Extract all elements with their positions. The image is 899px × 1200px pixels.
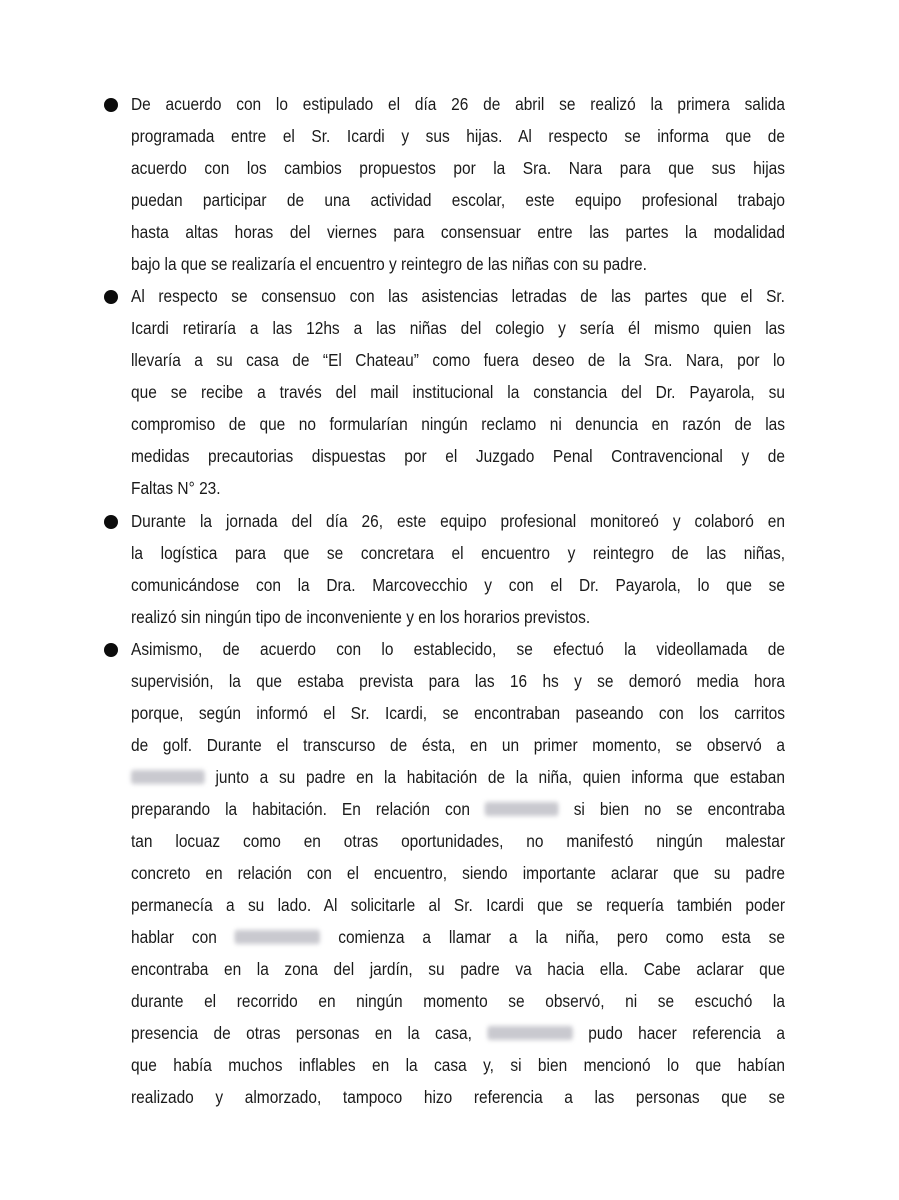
text-line: realizó sin ningún tipo de inconveniente y en los horarios previstos. — [131, 607, 591, 627]
text-line: supervisión, la que estaba prevista para las 16 hs y se demoró media hora — [131, 671, 785, 691]
text-line: hasta altas horas del viernes para consensuar entre las partes la modalidad — [131, 222, 785, 242]
text-line: medidas precautorias dispuestas por el Juzgado Penal Contravencional y de — [131, 446, 785, 466]
text-line: concreto en relación con el encuentro, siendo importante aclarar que su padre — [131, 863, 785, 883]
bullet-icon — [104, 290, 118, 304]
text-line: Faltas N° 23. — [131, 478, 221, 498]
text-segment: si bien no se encontraba — [573, 799, 785, 819]
text-line: programada entre el Sr. Icardi y sus hijas. Al respecto se informa que de — [131, 126, 785, 146]
text-line: permanecía a su lado. Al solicitarle al Sr. Icardi que se requería también poder — [131, 895, 785, 915]
text-line: durante el recorrido en ningún momento se observó, ni se escuchó la — [131, 991, 785, 1011]
text-line: de golf. Durante el transcurso de ésta, en un primer momento, se observó a — [131, 735, 785, 755]
text-line: bajo la que se realizaría el encuentro y reintegro de las niñas con su padre. — [131, 254, 647, 274]
text-segment: pudo hacer referencia a — [588, 1023, 786, 1043]
text-segment: presencia de otras personas en la casa, — [131, 1023, 472, 1043]
text-line: encontraba en la zona del jardín, su padre va hacia ella. Cabe aclarar que — [131, 959, 785, 979]
text-segment: preparando la habitación. En relación con — [131, 799, 470, 819]
text-line: De acuerdo con lo estipulado el día 26 de abril se realizó la primera salida — [131, 94, 785, 114]
bullet-icon — [104, 98, 118, 112]
text-line: que se recibe a través del mail institucional la constancia del Dr. Payarola, su — [131, 382, 785, 402]
text-line: tan locuaz como en otras oportunidades, no manifestó ningún malestar — [131, 831, 785, 851]
text-line: la logística para que se concretara el encuentro y reintegro de las niñas, — [131, 543, 785, 563]
text-segment: comienza a llamar a la niña, pero como esta se — [338, 927, 786, 947]
text-line: compromiso de que no formularían ningún reclamo ni denuncia en razón de las — [131, 414, 785, 434]
text-line: Al respecto se consensuo con las asistencias letradas de las partes que el Sr. — [131, 286, 785, 306]
bullet-icon — [104, 643, 118, 657]
text-segment: hablar con — [131, 927, 217, 947]
text-line: llevaría a su casa de “El Chateau” como fuera deseo de la Sra. Nara, por lo — [131, 350, 785, 370]
redacted-name — [131, 770, 205, 784]
text-line: porque, según informó el Sr. Icardi, se encontraban paseando con los carritos — [131, 703, 785, 723]
text-segment: junto a su padre en la habitación de la niña, quien informa que estaban — [215, 767, 785, 787]
text-line: Durante la jornada del día 26, este equipo profesional monitoreó y colaboró en — [131, 511, 785, 531]
redacted-name — [487, 1026, 572, 1040]
redacted-name — [235, 930, 320, 944]
text-line: Icardi retiraría a las 12hs a las niñas del colegio y sería él mismo quien las — [131, 318, 785, 338]
text-line: que había muchos inflables en la casa y, si bien mencionó lo que habían — [131, 1055, 785, 1075]
text-line: Asimismo, de acuerdo con lo establecido, se efectuó la videollamada de — [131, 639, 785, 659]
text-line — [131, 921, 785, 953]
text-line: puedan participar de una actividad escolar, este equipo profesional trabajo — [131, 190, 785, 210]
text-line: comunicándose con la Dra. Marcovecchio y con el Dr. Payarola, lo que se — [131, 575, 785, 595]
bullet-icon — [104, 515, 118, 529]
text-line: acuerdo con los cambios propuestos por la Sra. Nara para que sus hijas — [131, 158, 785, 178]
text-line — [131, 793, 785, 825]
text-line: realizado y almorzado, tampoco hizo referencia a las personas que se — [131, 1087, 785, 1107]
text-line — [131, 1017, 785, 1049]
redacted-name — [485, 802, 559, 816]
text-line — [131, 761, 785, 793]
